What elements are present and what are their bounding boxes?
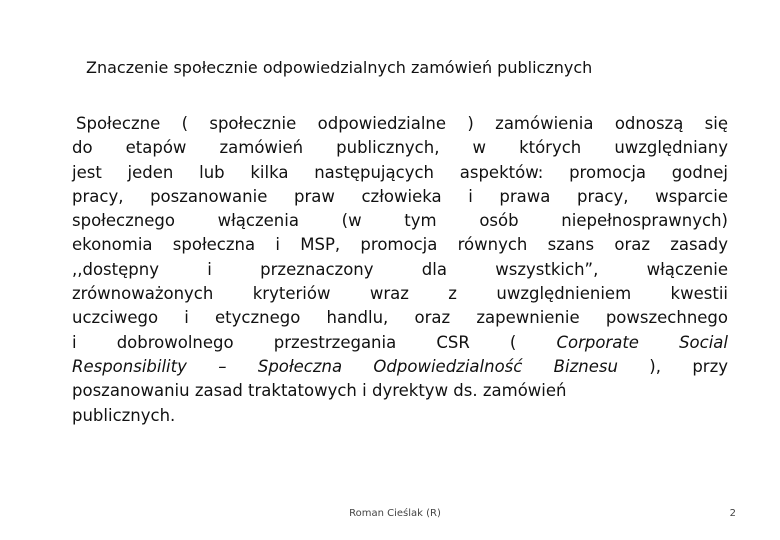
- body-line-1: Społeczne ( społecznie odpowiedzialne ) zamówienia odnoszą się: [76, 114, 728, 133]
- body-line-4: pracy, poszanowanie praw człowieka i prawa pracy, wsparcie: [72, 186, 728, 206]
- page-number: 2: [729, 508, 736, 519]
- body-line-3: jest jeden lub kilka następujących aspektów: promocja godnej: [72, 162, 728, 182]
- body-line-10-italic: Corporate Social: [556, 332, 728, 352]
- body-line-2: do etapów zamówień publicznych, w których uwzględniany: [72, 138, 728, 158]
- footer-author: Roman Cieślak (R): [349, 508, 441, 519]
- body-line-11: [72, 355, 728, 379]
- body-line-5: społecznego włączenia (w tym osób niepełnosprawnych): [72, 211, 728, 231]
- slide-title: Znaczenie społecznie odpowiedzialnych zamówień publicznych: [86, 58, 593, 77]
- body-line-7: ,,dostępny i przeznaczony dla wszystkich”, włączenie: [72, 259, 728, 279]
- body-line-8: zrównoważonych kryteriów wraz z uwzględnieniem kwestii: [72, 284, 728, 304]
- body-line-9: uczciwego i etycznego handlu, oraz zapewnienie powszechnego: [72, 308, 728, 328]
- body-line-13: publicznych.: [72, 405, 176, 425]
- body-line-11-italic: Responsibility – Społeczna Odpowiedzialność Biznesu: [72, 356, 618, 376]
- body-line-12: poszanowaniu zasad traktatowych i dyrektyw ds. zamówień: [72, 381, 567, 401]
- body-line-6: ekonomia społeczna i MSP, promocja równych szans oraz zasady: [72, 235, 728, 255]
- body-line-11-plain: ), przy: [617, 356, 729, 376]
- body-line-10-plain: i dobrowolnego przestrzegania CSR (: [72, 332, 557, 352]
- body-line-10: [72, 331, 728, 355]
- body-paragraph: [72, 112, 728, 428]
